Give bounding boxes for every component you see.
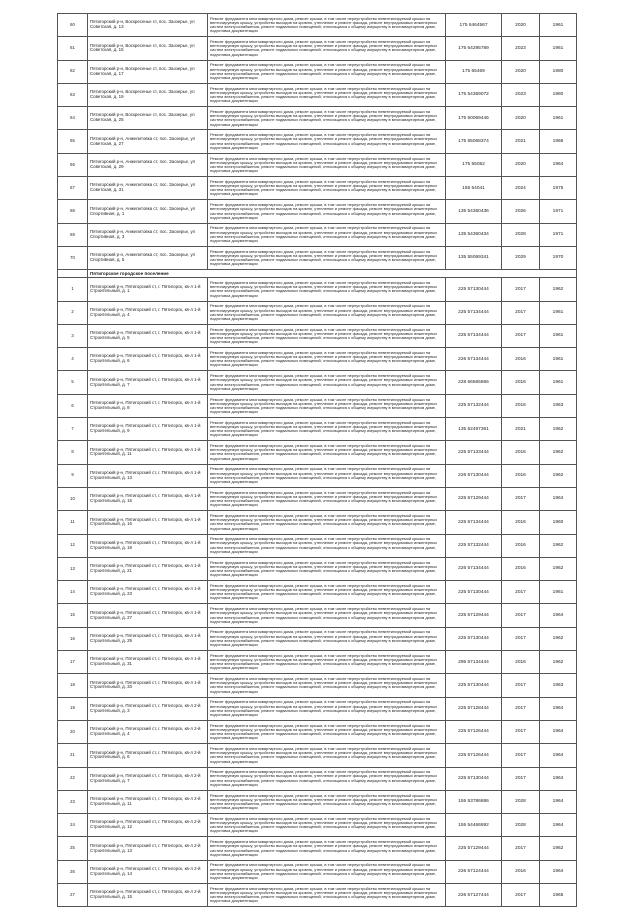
address-cell: Пятигорский р-н, Пятигорский ст, г. Пятигорск, кв-л 2-й Строительный, д. 7 (88, 767, 208, 790)
built-year-cell: 1964 (540, 720, 577, 743)
code-cell: 225 57130444 (446, 767, 502, 790)
work-description-cell: Ремонт фундамента многоквартирного дома, ремонт крыши, в том числе переустройство невентилируемой крыши на вентилируемую крышу, устройство выходов на кровлю, утепление и ремонт фасада, ремонт внутридомовых инженерных систем электроснабжения, ремонт подвальных помещений, относящихся к общему имуществу в многоквартирном доме, подготовка документации (208, 301, 446, 324)
address-cell: Пятигорский р-н, Анжелитовка ст, пос. Заозерье, ул Спортивная, д. 5 (88, 246, 208, 269)
row-number: 17 (58, 651, 88, 674)
built-year-cell: 1964 (540, 487, 577, 510)
built-year-cell: 1962 (540, 534, 577, 557)
code-cell: 175 50069446 (446, 107, 502, 130)
code-cell: 225 57134444 (446, 301, 502, 324)
section-title: Пятигорское городское поселение (88, 270, 577, 278)
table-row (58, 860, 577, 883)
built-year-cell: 1964 (540, 744, 577, 767)
built-year-cell: 1961 (540, 107, 577, 130)
work-description-cell: Ремонт фундамента многоквартирного дома, ремонт крыши, в том числе переустройство невентилируемой крыши на вентилируемую крышу, устройство выходов на кровлю, утепление и ремонт фасада, ремонт внутридомовых инженерных систем электроснабжения, ремонт подвальных помещений, относящихся к общему имуществу в многоквартирном доме, подготовка документации (208, 348, 446, 371)
code-cell: 175 64295789 (446, 37, 502, 60)
work-description-cell: Ремонт фундамента многоквартирного дома, ремонт крыши, в том числе переустройство невентилируемой крыши на вентилируемую крышу, устройство выходов на кровлю, утепление и ремонт фасада, ремонт внутридомовых инженерных систем электроснабжения, ремонт подвальных помещений, относящихся к общему имуществу в многоквартирном доме, подготовка документации (208, 557, 446, 580)
repair-year-cell: 2026 (502, 200, 540, 223)
table-row (58, 278, 577, 301)
address-cell: Пятигорский р-н, Анжелитовка ст, пос. Заозерье, ул Советская, д. 31 (88, 177, 208, 200)
built-year-cell: 1964 (540, 790, 577, 813)
built-year-cell: 1961 (540, 371, 577, 394)
code-cell: 175 65469 (446, 60, 502, 83)
work-description-cell: Ремонт фундамента многоквартирного дома, ремонт крыши, в том числе переустройство невентилируемой крыши на вентилируемую крышу, устройство выходов на кровлю, утепление и ремонт фасада, ремонт внутридомовых инженерных систем электроснабжения, ремонт подвальных помещений, относящихся к общему имуществу в многоквартирном доме, подготовка документации (208, 767, 446, 790)
address-cell: Пятигорский р-н, Анжелитовка ст, пос. Заозерье, ул Советская, д. 29 (88, 153, 208, 176)
repair-year-cell: 2016 (502, 651, 540, 674)
work-description-cell: Ремонт фундамента многоквартирного дома, ремонт крыши, в том числе переустройство невентилируемой крыши на вентилируемую крышу, устройство выходов на кровлю, утепление и ремонт фасада, ремонт внутридомовых инженерных систем электроснабжения, ремонт подвальных помещений, относящихся к общему имуществу в многоквартирном доме, подготовка документации (208, 814, 446, 837)
built-year-cell: 1962 (540, 418, 577, 441)
row-number: 19 (58, 697, 88, 720)
work-description-cell: Ремонт фундамента многоквартирного дома, ремонт крыши, в том числе переустройство невентилируемой крыши на вентилируемую крышу, устройство выходов на кровлю, утепление и ремонт фасада, ремонт внутридомовых инженерных систем электроснабжения, ремонт подвальных помещений, относящихся к общему имуществу в многоквартирном доме, подготовка документации (208, 14, 446, 37)
repair-year-cell: 2017 (502, 487, 540, 510)
row-number: 4 (58, 348, 88, 371)
repair-year-cell: 2016 (502, 557, 540, 580)
repair-year-cell: 2021 (502, 130, 540, 153)
work-description-cell: Ремонт фундамента многоквартирного дома, ремонт крыши, в том числе переустройство невентилируемой крыши на вентилируемую крышу, устройство выходов на кровлю, утепление и ремонт фасада, ремонт внутридомовых инженерных систем электроснабжения, ремонт подвальных помещений, относящихся к общему имуществу в многоквартирном доме, подготовка документации (208, 837, 446, 860)
address-cell: Пятигорский р-н, Пятигорский ст, г. Пятигорск, кв-л 1-й Строительный, д. 1 (88, 278, 208, 301)
capital-repair-table (57, 13, 577, 907)
address-cell: Пятигорский р-н, Пятигорский ст, г. Пятигорск, кв-л 2-й Строительный, д. 6 (88, 744, 208, 767)
code-cell: 226 57124444 (446, 860, 502, 883)
address-cell: Пятигорский р-н, Пятигорский ст, г. Пятигорск, кв-л 1-й Строительный, д. 15 (88, 487, 208, 510)
row-number: 66 (58, 153, 88, 176)
table-row (58, 246, 577, 269)
table-row (58, 464, 577, 487)
address-cell: Пятигорский р-н, Пятигорский ст, г. Пятигорск, кв-л 2-й Строительный, д. 11 (88, 790, 208, 813)
code-cell: 226 57134444 (446, 348, 502, 371)
address-cell: Пятигорский р-н, Пятигорский ст, г. Пятигорск, кв-л 1-й Строительный, д. 9 (88, 418, 208, 441)
row-number: 68 (58, 200, 88, 223)
row-number: 20 (58, 720, 88, 743)
code-cell: 226 57127444 (446, 883, 502, 906)
code-cell: 226 57134444 (446, 557, 502, 580)
table-row (58, 837, 577, 860)
code-cell: 228 66565666 (446, 371, 502, 394)
repair-year-cell: 2016 (502, 348, 540, 371)
address-cell: Пятигорский р-н, Пятигорский ст, г. Пятигорск, кв-л 1-й Строительный, д. 21 (88, 557, 208, 580)
repair-year-cell: 2016 (502, 534, 540, 557)
built-year-cell: 1962 (540, 627, 577, 650)
built-year-cell: 1971 (540, 223, 577, 246)
row-number: 67 (58, 177, 88, 200)
repair-year-cell: 2017 (502, 604, 540, 627)
built-year-cell: 1964 (540, 860, 577, 883)
table-row (58, 301, 577, 324)
work-description-cell: Ремонт фундамента многоквартирного дома, ремонт крыши, в том числе переустройство невентилируемой крыши на вентилируемую крышу, устройство выходов на кровлю, утепление и ремонт фасада, ремонт внутридомовых инженерных систем электроснабжения, ремонт подвальных помещений, относящихся к общему имуществу в многоквартирном доме, подготовка документации (208, 860, 446, 883)
table-body-bottom (58, 278, 577, 907)
built-year-cell: 1971 (540, 200, 577, 223)
table-row (58, 371, 577, 394)
built-year-cell: 1961 (540, 581, 577, 604)
built-year-cell: 1965 (540, 883, 577, 906)
row-number: 69 (58, 223, 88, 246)
table-row (58, 153, 577, 176)
repair-year-cell: 2017 (502, 744, 540, 767)
table-body-top (58, 14, 577, 270)
address-cell: Пятигорский р-н, Анжелитовка ст, пос. Заозерье, ул Советская, д. 27 (88, 130, 208, 153)
table-row (58, 790, 577, 813)
row-number: 63 (58, 83, 88, 106)
repair-year-cell: 2020 (502, 14, 540, 37)
work-description-cell: Ремонт фундамента многоквартирного дома, ремонт крыши, в том числе переустройство невентилируемой крыши на вентилируемую крышу, устройство выходов на кровлю, утепление и ремонт фасада, ремонт внутридомовых инженерных систем электроснабжения, ремонт подвальных помещений, относящихся к общему имуществу в многоквартирном доме, подготовка документации (208, 418, 446, 441)
code-cell: 225 57126444 (446, 744, 502, 767)
code-cell: 155 54466692 (446, 814, 502, 837)
table-row (58, 744, 577, 767)
built-year-cell: 1980 (540, 60, 577, 83)
row-number: 11 (58, 511, 88, 534)
code-cell: 225 57130444 (446, 627, 502, 650)
table-row (58, 581, 577, 604)
address-cell: Пятигорский р-н, Пятигорский ст, г. Пятигорск, кв-л 1-й Строительный, д. 31 (88, 651, 208, 674)
built-year-cell: 1963 (540, 394, 577, 417)
work-description-cell: Ремонт фундамента многоквартирного дома, ремонт крыши, в том числе переустройство невентилируемой крыши на вентилируемую крышу, устройство выходов на кровлю, утепление и ремонт фасада, ремонт внутридомовых инженерных систем электроснабжения, ремонт подвальных помещений, относящихся к общему имуществу в многоквартирном доме, подготовка документации (208, 487, 446, 510)
table-row (58, 418, 577, 441)
row-number: 21 (58, 744, 88, 767)
address-cell: Пятигорский р-н, Пятигорский ст, г. Пятигорск, кв-л 1-й Строительный, д. 27 (88, 604, 208, 627)
code-cell: 295 57134444 (446, 651, 502, 674)
built-year-cell: 1962 (540, 651, 577, 674)
section-header (58, 270, 577, 278)
built-year-cell: 1962 (540, 837, 577, 860)
row-number: 70 (58, 246, 88, 269)
section-row (58, 270, 577, 278)
address-cell: Пятигорский р-н, Пятигорский ст, г. Пятигорск, кв-л 2-й Строительный, д. 4 (88, 720, 208, 743)
work-description-cell: Ремонт фундамента многоквартирного дома, ремонт крыши, в том числе переустройство невентилируемой крыши на вентилируемую крышу, устройство выходов на кровлю, утепление и ремонт фасада, ремонт внутридомовых инженерных систем электроснабжения, ремонт подвальных помещений, относящихся к общему имуществу в многоквартирном доме, подготовка документации (208, 177, 446, 200)
table-row (58, 557, 577, 580)
row-number: 24 (58, 814, 88, 837)
table-row (58, 651, 577, 674)
code-cell: 175 54369072 (446, 83, 502, 106)
address-cell: Пятигорский р-н, Пятигорский ст, г. Пятигорск, кв-л 1-й Строительный, д. 4 (88, 301, 208, 324)
table-row (58, 14, 577, 37)
table-row (58, 130, 577, 153)
repair-year-cell: 2016 (502, 441, 540, 464)
work-description-cell: Ремонт фундамента многоквартирного дома, ремонт крыши, в том числе переустройство невентилируемой крыши на вентилируемую крышу, устройство выходов на кровлю, утепление и ремонт фасада, ремонт внутридомовых инженерных систем электроснабжения, ремонт подвальных помещений, относящихся к общему имуществу в многоквартирном доме, подготовка документации (208, 627, 446, 650)
repair-year-cell: 2020 (502, 107, 540, 130)
work-description-cell: Ремонт фундамента многоквартирного дома, ремонт крыши, в том числе переустройство невентилируемой крыши на вентилируемую крышу, устройство выходов на кровлю, утепление и ремонт фасада, ремонт внутридомовых инженерных систем электроснабжения, ремонт подвальных помещений, относящихся к общему имуществу в многоквартирном доме, подготовка документации (208, 883, 446, 906)
repair-year-cell: 2017 (502, 697, 540, 720)
address-cell: Пятигорский р-н, Пятигорский ст, г. Пятигорск, кв-л 1-й Строительный, д. 8 (88, 394, 208, 417)
table-row (58, 37, 577, 60)
section-num-cell (58, 270, 88, 278)
code-cell: 175 6464567 (446, 14, 502, 37)
repair-year-cell: 2020 (502, 60, 540, 83)
built-year-cell: 1964 (540, 153, 577, 176)
built-year-cell: 1960 (540, 511, 577, 534)
repair-year-cell: 2017 (502, 883, 540, 906)
row-number: 26 (58, 860, 88, 883)
code-cell: 225 57132444 (446, 534, 502, 557)
table-row (58, 200, 577, 223)
code-cell: 225 57126444 (446, 720, 502, 743)
row-number: 2 (58, 301, 88, 324)
code-cell: 155 53786886 (446, 790, 502, 813)
code-cell: 225 57132444 (446, 394, 502, 417)
address-cell: Пятигорский р-н, Пятигорский ст, г. Пятигорск, кв-л 1-й Строительный, д. 11 (88, 441, 208, 464)
repair-year-cell: 2024 (502, 177, 540, 200)
built-year-cell: 1961 (540, 14, 577, 37)
address-cell: Пятигорский р-н, Воскресенье ст, пос. Заозерье, ул Советская, д. 25 (88, 107, 208, 130)
built-year-cell: 1980 (540, 83, 577, 106)
address-cell: Пятигорский р-н, Воскресенье ст, пос. Заозерье, ул Советская, д. 17 (88, 60, 208, 83)
table-row (58, 487, 577, 510)
address-cell: Пятигорский р-н, Пятигорский ст, г. Пятигорск, кв-л 2-й Строительный, д. 14 (88, 860, 208, 883)
row-number: 16 (58, 627, 88, 650)
repair-year-cell: 2017 (502, 767, 540, 790)
table-row (58, 604, 577, 627)
work-description-cell: Ремонт фундамента многоквартирного дома, ремонт крыши, в том числе переустройство невентилируемой крыши на вентилируемую крышу, устройство выходов на кровлю, утепление и ремонт фасада, ремонт внутридомовых инженерных систем электроснабжения, ремонт подвальных помещений, относящихся к общему имуществу в многоквартирном доме, подготовка документации (208, 697, 446, 720)
table-row (58, 223, 577, 246)
address-cell: Пятигорский р-н, Воскресенье ст, пос. Заозерье, ул Советская, д. 15 (88, 37, 208, 60)
built-year-cell: 1966 (540, 130, 577, 153)
table-row (58, 441, 577, 464)
built-year-cell: 1962 (540, 557, 577, 580)
repair-year-cell: 2028 (502, 790, 540, 813)
row-number: 9 (58, 464, 88, 487)
code-cell: 135 54360434 (446, 223, 502, 246)
work-description-cell: Ремонт фундамента многоквартирного дома, ремонт крыши, в том числе переустройство невентилируемой крыши на вентилируемую крышу, устройство выходов на кровлю, утепление и ремонт фасада, ремонт внутридомовых инженерных систем электроснабжения, ремонт подвальных помещений, относящихся к общему имуществу в многоквартирном доме, подготовка документации (208, 223, 446, 246)
table-row (58, 767, 577, 790)
address-cell: Пятигорский р-н, Пятигорский ст, г. Пятигорск, кв-л 1-й Строительный, д. 29 (88, 627, 208, 650)
work-description-cell: Ремонт фундамента многоквартирного дома, ремонт крыши, в том числе переустройство невентилируемой крыши на вентилируемую крышу, устройство выходов на кровлю, утепление и ремонт фасада, ремонт внутридомовых инженерных систем электроснабжения, ремонт подвальных помещений, относящихся к общему имуществу в многоквартирном доме, подготовка документации (208, 371, 446, 394)
built-year-cell: 1970 (540, 246, 577, 269)
row-number: 13 (58, 557, 88, 580)
repair-year-cell: 2017 (502, 278, 540, 301)
work-description-cell: Ремонт фундамента многоквартирного дома, ремонт крыши, в том числе переустройство невентилируемой крыши на вентилируемую крышу, устройство выходов на кровлю, утепление и ремонт фасада, ремонт внутридомовых инженерных систем электроснабжения, ремонт подвальных помещений, относящихся к общему имуществу в многоквартирном доме, подготовка документации (208, 511, 446, 534)
work-description-cell: Ремонт фундамента многоквартирного дома, ремонт крыши, в том числе переустройство невентилируемой крыши на вентилируемую крышу, устройство выходов на кровлю, утепление и ремонт фасада, ремонт внутридомовых инженерных систем электроснабжения, ремонт подвальных помещений, относящихся к общему имуществу в многоквартирном доме, подготовка документации (208, 200, 446, 223)
repair-year-cell: 2017 (502, 837, 540, 860)
built-year-cell: 1975 (540, 177, 577, 200)
work-description-cell: Ремонт фундамента многоквартирного дома, ремонт крыши, в том числе переустройство невентилируемой крыши на вентилируемую крышу, устройство выходов на кровлю, утепление и ремонт фасада, ремонт внутридомовых инженерных систем электроснабжения, ремонт подвальных помещений, относящихся к общему имуществу в многоквартирном доме, подготовка документации (208, 246, 446, 269)
work-description-cell: Ремонт фундамента многоквартирного дома, ремонт крыши, в том числе переустройство невентилируемой крыши на вентилируемую крышу, устройство выходов на кровлю, утепление и ремонт фасада, ремонт внутридомовых инженерных систем электроснабжения, ремонт подвальных помещений, относящихся к общему имуществу в многоквартирном доме, подготовка документации (208, 153, 446, 176)
work-description-cell: Ремонт фундамента многоквартирного дома, ремонт крыши, в том числе переустройство невентилируемой крыши на вентилируемую крышу, устройство выходов на кровлю, утепление и ремонт фасада, ремонт внутридомовых инженерных систем электроснабжения, ремонт подвальных помещений, относящихся к общему имуществу в многоквартирном доме, подготовка документации (208, 394, 446, 417)
row-number: 12 (58, 534, 88, 557)
address-cell: Пятигорский р-н, Анжелитовка ст, пос. Заозерье, ул Спортивная, д. 1 (88, 200, 208, 223)
work-description-cell: Ремонт фундамента многоквартирного дома, ремонт крыши, в том числе переустройство невентилируемой крыши на вентилируемую крышу, устройство выходов на кровлю, утепление и ремонт фасада, ремонт внутридомовых инженерных систем электроснабжения, ремонт подвальных помещений, относящихся к общему имуществу в многоквартирном доме, подготовка документации (208, 581, 446, 604)
address-cell: Пятигорский р-н, Пятигорский ст, г. Пятигорск, кв-л 1-й Строительный, д. 7 (88, 371, 208, 394)
row-number: 1 (58, 278, 88, 301)
work-description-cell: Ремонт фундамента многоквартирного дома, ремонт крыши, в том числе переустройство невентилируемой крыши на вентилируемую крышу, устройство выходов на кровлю, утепление и ремонт фасада, ремонт внутридомовых инженерных систем электроснабжения, ремонт подвальных помещений, относящихся к общему имуществу в многоквартирном доме, подготовка документации (208, 278, 446, 301)
repair-year-cell: 2016 (502, 464, 540, 487)
row-number: 10 (58, 487, 88, 510)
row-number: 27 (58, 883, 88, 906)
built-year-cell: 1964 (540, 767, 577, 790)
table-row (58, 720, 577, 743)
work-description-cell: Ремонт фундамента многоквартирного дома, ремонт крыши, в том числе переустройство невентилируемой крыши на вентилируемую крышу, устройство выходов на кровлю, утепление и ремонт фасада, ремонт внутридомовых инженерных систем электроснабжения, ремонт подвальных помещений, относящихся к общему имуществу в многоквартирном доме, подготовка документации (208, 651, 446, 674)
work-description-cell: Ремонт фундамента многоквартирного дома, ремонт крыши, в том числе переустройство невентилируемой крыши на вентилируемую крышу, устройство выходов на кровлю, утепление и ремонт фасада, ремонт внутридомовых инженерных систем электроснабжения, ремонт подвальных помещений, относящихся к общему имуществу в многоквартирном доме, подготовка документации (208, 83, 446, 106)
code-cell: 225 57129444 (446, 604, 502, 627)
work-description-cell: Ремонт фундамента многоквартирного дома, ремонт крыши, в том числе переустройство невентилируемой крыши на вентилируемую крышу, устройство выходов на кровлю, утепление и ремонт фасада, ремонт внутридомовых инженерных систем электроснабжения, ремонт подвальных помещений, относящихся к общему имуществу в многоквартирном доме, подготовка документации (208, 441, 446, 464)
code-cell: 225 57134444 (446, 324, 502, 347)
repair-year-cell: 2023 (502, 83, 540, 106)
table-row (58, 674, 577, 697)
repair-year-cell: 2016 (502, 860, 540, 883)
row-number: 65 (58, 130, 88, 153)
address-cell: Пятигорский р-н, Анжелитовка ст, пос. Заозерье, ул Спортивная, д. 3 (88, 223, 208, 246)
row-number: 22 (58, 767, 88, 790)
address-cell: Пятигорский р-н, Воскресенье ст, пос. Заозерье, ул Советская, д. 19 (88, 83, 208, 106)
work-description-cell: Ремонт фундамента многоквартирного дома, ремонт крыши, в том числе переустройство невентилируемой крыши на вентилируемую крышу, устройство выходов на кровлю, утепление и ремонт фасада, ремонт внутридомовых инженерных систем электроснабжения, ремонт подвальных помещений, относящихся к общему имуществу в многоквартирном доме, подготовка документации (208, 130, 446, 153)
built-year-cell: 1964 (540, 814, 577, 837)
work-description-cell: Ремонт фундамента многоквартирного дома, ремонт крыши, в том числе переустройство невентилируемой крыши на вентилируемую крышу, устройство выходов на кровлю, утепление и ремонт фасада, ремонт внутридомовых инженерных систем электроснабжения, ремонт подвальных помещений, относящихся к общему имуществу в многоквартирном доме, подготовка документации (208, 604, 446, 627)
repair-year-cell: 2016 (502, 511, 540, 534)
table-row (58, 883, 577, 906)
address-cell: Пятигорский р-н, Пятигорский ст, г. Пятигорск, кв-л 1-й Строительный, д. 5 (88, 324, 208, 347)
table-row (58, 83, 577, 106)
table-row (58, 814, 577, 837)
address-cell: Пятигорский р-н, Пятигорский ст, г. Пятигорск, кв-л 2-й Строительный, д. 3 (88, 697, 208, 720)
code-cell: 135 55069341 (446, 246, 502, 269)
code-cell: 135 52497361 (446, 418, 502, 441)
table-row (58, 697, 577, 720)
work-description-cell: Ремонт фундамента многоквартирного дома, ремонт крыши, в том числе переустройство невентилируемой крыши на вентилируемую крышу, устройство выходов на кровлю, утепление и ремонт фасада, ремонт внутридомовых инженерных систем электроснабжения, ремонт подвальных помещений, относящихся к общему имуществу в многоквартирном доме, подготовка документации (208, 464, 446, 487)
row-number: 5 (58, 371, 88, 394)
address-cell: Пятигорский р-н, Воскресенье ст, пос. Заозерье, ул Советская, д. 13 (88, 14, 208, 37)
table-row (58, 534, 577, 557)
table-row (58, 324, 577, 347)
work-description-cell: Ремонт фундамента многоквартирного дома, ремонт крыши, в том числе переустройство невентилируемой крыши на вентилируемую крышу, устройство выходов на кровлю, утепление и ремонт фасада, ремонт внутридомовых инженерных систем электроснабжения, ремонт подвальных помещений, относящихся к общему имуществу в многоквартирном доме, подготовка документации (208, 720, 446, 743)
built-year-cell: 1961 (540, 324, 577, 347)
code-cell: 175 55052 (446, 153, 502, 176)
work-description-cell: Ремонт фундамента многоквартирного дома, ремонт крыши, в том числе переустройство невентилируемой крыши на вентилируемую крышу, устройство выходов на кровлю, утепление и ремонт фасада, ремонт внутридомовых инженерных систем электроснабжения, ремонт подвальных помещений, относящихся к общему имуществу в многоквартирном доме, подготовка документации (208, 107, 446, 130)
built-year-cell: 1961 (540, 37, 577, 60)
built-year-cell: 1961 (540, 301, 577, 324)
repair-year-cell: 2023 (502, 37, 540, 60)
row-number: 3 (58, 324, 88, 347)
work-description-cell: Ремонт фундамента многоквартирного дома, ремонт крыши, в том числе переустройство невентилируемой крыши на вентилируемую крышу, устройство выходов на кровлю, утепление и ремонт фасада, ремонт внутридомовых инженерных систем электроснабжения, ремонт подвальных помещений, относящихся к общему имуществу в многоквартирном доме, подготовка документации (208, 534, 446, 557)
code-cell: 225 57130444 (446, 581, 502, 604)
repair-year-cell: 2020 (502, 153, 540, 176)
row-number: 60 (58, 14, 88, 37)
address-cell: Пятигорский р-н, Пятигорский ст, г. Пятигорск, кв-л 1-й Строительный, д. 13 (88, 464, 208, 487)
table-row (58, 394, 577, 417)
code-cell: 225 57130444 (446, 674, 502, 697)
repair-year-cell: 2028 (502, 814, 540, 837)
row-number: 61 (58, 37, 88, 60)
table-row (58, 627, 577, 650)
address-cell: Пятигорский р-н, Пятигорский ст, г. Пятигорск, кв-л 1-й Строительный, д. 16 (88, 511, 208, 534)
built-year-cell: 1963 (540, 674, 577, 697)
built-year-cell: 1961 (540, 348, 577, 371)
work-description-cell: Ремонт фундамента многоквартирного дома, ремонт крыши, в том числе переустройство невентилируемой крыши на вентилируемую крышу, устройство выходов на кровлю, утепление и ремонт фасада, ремонт внутридомовых инженерных систем электроснабжения, ремонт подвальных помещений, относящихся к общему имуществу в многоквартирном доме, подготовка документации (208, 674, 446, 697)
repair-year-cell: 2017 (502, 627, 540, 650)
code-cell: 225 57129444 (446, 487, 502, 510)
repair-year-cell: 2021 (502, 418, 540, 441)
row-number: 64 (58, 107, 88, 130)
code-cell: 225 57129444 (446, 837, 502, 860)
row-number: 8 (58, 441, 88, 464)
row-number: 14 (58, 581, 88, 604)
row-number: 62 (58, 60, 88, 83)
row-number: 6 (58, 394, 88, 417)
work-description-cell: Ремонт фундамента многоквартирного дома, ремонт крыши, в том числе переустройство невентилируемой крыши на вентилируемую крышу, устройство выходов на кровлю, утепление и ремонт фасада, ремонт внутридомовых инженерных систем электроснабжения, ремонт подвальных помещений, относящихся к общему имуществу в многоквартирном доме, подготовка документации (208, 744, 446, 767)
address-cell: Пятигорский р-н, Пятигорский ст, г. Пятигорск, кв-л 2-й Строительный, д. 15 (88, 883, 208, 906)
repair-year-cell: 2017 (502, 581, 540, 604)
address-cell: Пятигорский р-н, Пятигорский ст, г. Пятигорск, кв-л 2-й Строительный, д. 12 (88, 814, 208, 837)
address-cell: Пятигорский р-н, Пятигорский ст, г. Пятигорск, кв-л 1-й Строительный, д. 19 (88, 534, 208, 557)
repair-year-cell: 2028 (502, 223, 540, 246)
row-number: 23 (58, 790, 88, 813)
built-year-cell: 1962 (540, 464, 577, 487)
address-cell: Пятигорский р-н, Пятигорский ст, г. Пятигорск, кв-л 1-й Строительный, д. 33 (88, 674, 208, 697)
repair-year-cell: 2017 (502, 324, 540, 347)
table-row (58, 107, 577, 130)
work-description-cell: Ремонт фундамента многоквартирного дома, ремонт крыши, в том числе переустройство невентилируемой крыши на вентилируемую крышу, устройство выходов на кровлю, утепление и ремонт фасада, ремонт внутридомовых инженерных систем электроснабжения, ремонт подвальных помещений, относящихся к общему имуществу в многоквартирном доме, подготовка документации (208, 324, 446, 347)
table-row (58, 60, 577, 83)
repair-year-cell: 2017 (502, 301, 540, 324)
table-row (58, 511, 577, 534)
work-description-cell: Ремонт фундамента многоквартирного дома, ремонт крыши, в том числе переустройство невентилируемой крыши на вентилируемую крышу, устройство выходов на кровлю, утепление и ремонт фасада, ремонт внутридомовых инженерных систем электроснабжения, ремонт подвальных помещений, относящихся к общему имуществу в многоквартирном доме, подготовка документации (208, 790, 446, 813)
work-description-cell: Ремонт фундамента многоквартирного дома, ремонт крыши, в том числе переустройство невентилируемой крыши на вентилируемую крышу, устройство выходов на кровлю, утепление и ремонт фасада, ремонт внутридомовых инженерных систем электроснабжения, ремонт подвальных помещений, относящихся к общему имуществу в многоквартирном доме, подготовка документации (208, 60, 446, 83)
code-cell: 225 57130444 (446, 278, 502, 301)
table-row (58, 177, 577, 200)
repair-year-cell: 2017 (502, 720, 540, 743)
row-number: 7 (58, 418, 88, 441)
built-year-cell: 1962 (540, 441, 577, 464)
address-cell: Пятигорский р-н, Пятигорский ст, г. Пятигорск, кв-л 1-й Строительный, д. 23 (88, 581, 208, 604)
repair-year-cell: 2029 (502, 246, 540, 269)
code-cell: 225 57133444 (446, 441, 502, 464)
address-cell: Пятигорский р-н, Пятигорский ст, г. Пятигорск, кв-л 1-й Строительный, д. 6 (88, 348, 208, 371)
built-year-cell: 1964 (540, 604, 577, 627)
repair-year-cell: 2017 (502, 674, 540, 697)
code-cell: 225 57134444 (446, 511, 502, 534)
table-row (58, 348, 577, 371)
built-year-cell: 1962 (540, 278, 577, 301)
code-cell: 155 54041 (446, 177, 502, 200)
repair-year-cell: 2016 (502, 371, 540, 394)
built-year-cell: 1964 (540, 697, 577, 720)
address-cell: Пятигорский р-н, Пятигорский ст, г. Пятигорск, кв-л 2-й Строительный, д. 13 (88, 837, 208, 860)
code-cell: 135 54360436 (446, 200, 502, 223)
code-cell: 226 57130444 (446, 464, 502, 487)
code-cell: 225 57128444 (446, 697, 502, 720)
work-description-cell: Ремонт фундамента многоквартирного дома, ремонт крыши, в том числе переустройство невентилируемой крыши на вентилируемую крышу, устройство выходов на кровлю, утепление и ремонт фасада, ремонт внутридомовых инженерных систем электроснабжения, ремонт подвальных помещений, относящихся к общему имуществу в многоквартирном доме, подготовка документации (208, 37, 446, 60)
row-number: 18 (58, 674, 88, 697)
row-number: 25 (58, 837, 88, 860)
repair-year-cell: 2016 (502, 394, 540, 417)
code-cell: 175 55068374 (446, 130, 502, 153)
row-number: 15 (58, 604, 88, 627)
